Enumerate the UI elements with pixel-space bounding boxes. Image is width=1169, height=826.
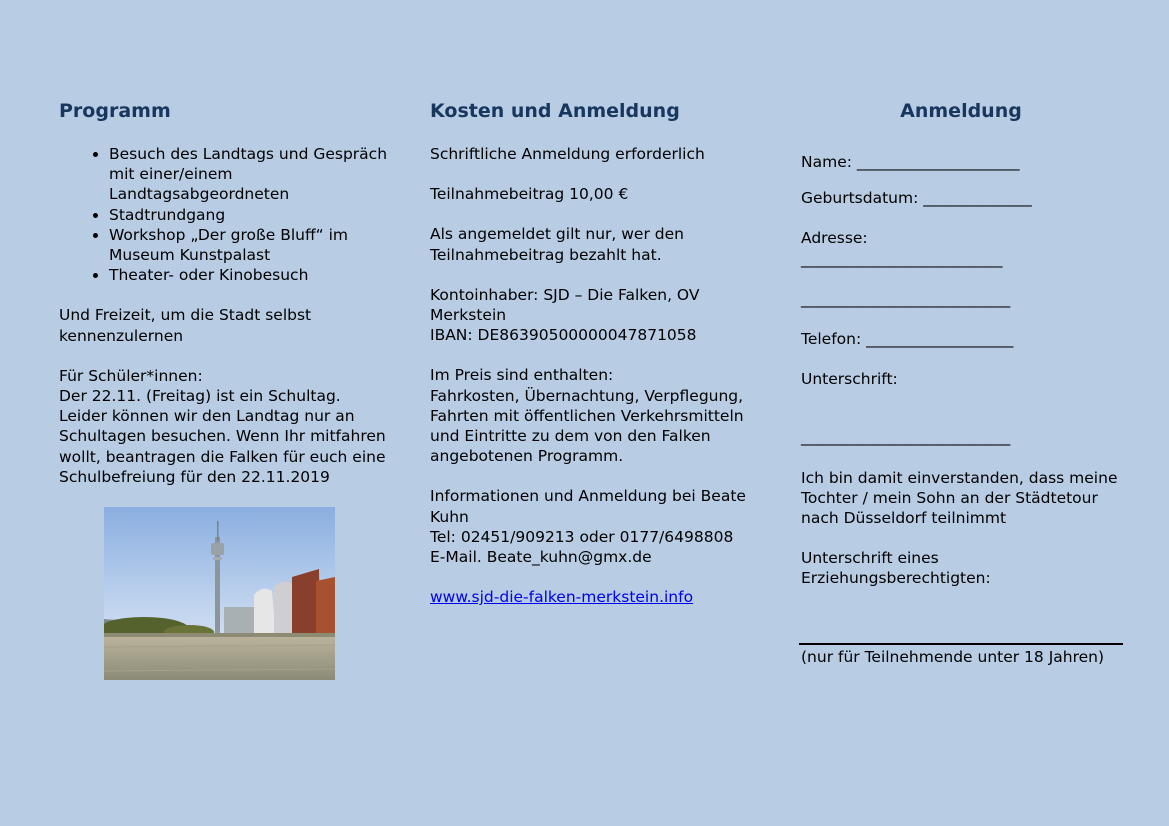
adresse-label: Adresse: bbox=[801, 229, 868, 248]
tel-text: Tel: 02451/909213 oder 0177/6498808 bbox=[430, 527, 734, 546]
duesseldorf-photo bbox=[104, 507, 335, 680]
schueler-text: Der 22.11. (Freitag) ist ein Schultag. Leider können wir den Landtag nur an Schultagen besuchen. Wenn Ihr mitfahren wollt, beantragen die Falken für euch eine Schulbefreiung für den 22.11.2019 bbox=[59, 387, 386, 486]
preis-text: Fahrkosten, Übernachtung, Verpflegung, Fahrten mit öffentlichen Verkehrsmitteln und Eintritte zu dem von den Falken angebotenen Programm. bbox=[430, 386, 744, 466]
kosten-heading: Kosten und Anmeldung bbox=[430, 100, 680, 122]
email-text: E-Mail. Beate_kuhn@gmx.de bbox=[430, 548, 652, 567]
signature-line[interactable] bbox=[799, 643, 1123, 645]
column-programm bbox=[59, 98, 389, 680]
kontoinhaber-text: Kontoinhaber: SJD – Die Falken, OV Merkstein bbox=[430, 285, 700, 325]
name-field[interactable]: Name: _____________________ bbox=[801, 153, 1020, 171]
iban-text: IBAN: DE86390500000047871058 bbox=[430, 326, 697, 345]
website-link[interactable]: www.sjd-die-falken-merkstein.info bbox=[430, 588, 694, 607]
column-anmeldung bbox=[801, 98, 1131, 667]
adresse-line-1[interactable]: __________________________ bbox=[801, 249, 1003, 268]
list-item: • Workshop „Der große Bluff“ im Museum Kunstpalast bbox=[109, 225, 389, 265]
anmeldung-required-text: Schriftliche Anmeldung erforderlich bbox=[430, 145, 705, 163]
list-item: • Besuch des Landtags und Gespräch mit einer/einem Landtagsabgeordneten bbox=[109, 144, 389, 205]
beitrag-text: Teilnahmebeitrag 10,00 € bbox=[430, 185, 629, 204]
schueler-heading: Für Schüler*innen: bbox=[59, 366, 203, 385]
note-text: (nur für Teilnehmende unter 18 Jahren) bbox=[801, 647, 1105, 666]
programm-heading: Programm bbox=[59, 100, 171, 122]
unterschrift-line[interactable]: ___________________________ bbox=[801, 428, 1011, 447]
unterschrift-label: Unterschrift: bbox=[801, 370, 898, 389]
geburtsdatum-field[interactable]: Geburtsdatum: ______________ bbox=[801, 189, 1032, 208]
telefon-field[interactable]: Telefon: ___________________ bbox=[801, 330, 1014, 349]
adresse-line-2[interactable]: ___________________________ bbox=[801, 289, 1011, 308]
erziehungsberechtigter-label: Unterschrift eines Erziehungsberechtigten: bbox=[801, 549, 991, 588]
preis-heading: Im Preis sind enthalten: bbox=[430, 366, 614, 385]
programm-list bbox=[59, 144, 389, 285]
einverstanden-text: Ich bin damit einverstanden, dass meine Tochter / mein Sohn an der Städtetour nach Düsseldorf teilnimmt bbox=[801, 468, 1118, 528]
anmeldung-heading: Anmeldung bbox=[900, 100, 1022, 122]
freizeit-text: Und Freizeit, um die Stadt selbst kennenzulernen bbox=[59, 306, 312, 345]
info-text: Informationen und Anmeldung bei Beate Kuhn bbox=[430, 487, 746, 526]
column-kosten bbox=[430, 98, 760, 607]
list-item: • Theater- oder Kinobesuch bbox=[109, 265, 389, 285]
angemeldet-text: Als angemeldet gilt nur, wer den Teilnahmebeitrag bezahlt hat. bbox=[430, 225, 684, 264]
list-item: • Stadtrundgang bbox=[109, 205, 389, 225]
